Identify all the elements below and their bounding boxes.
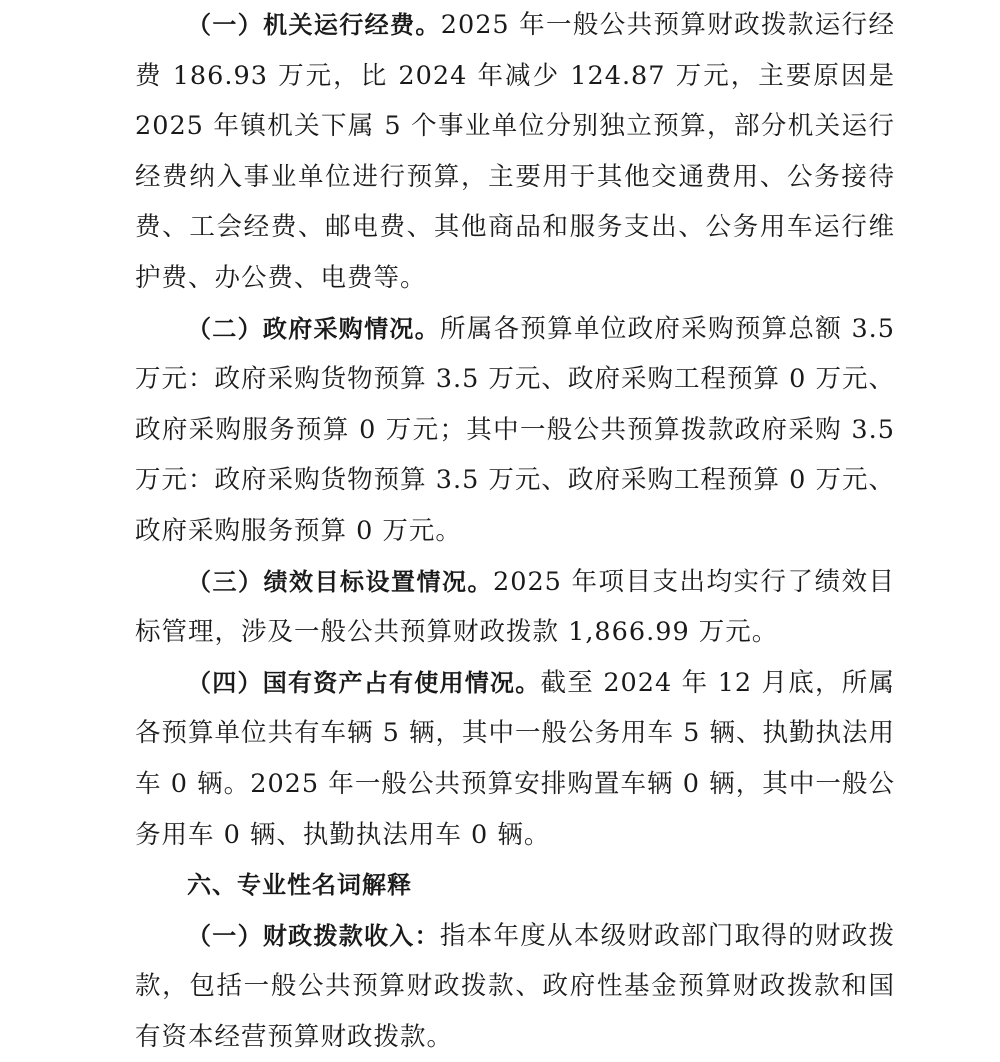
paragraph-body: 所属各预算单位政府采购预算总额 3.5 万元：政府采购货物预算 3.5 万元、政府采购工程预算 0 万元、政府采购服务预算 0 万元；其中一般公共预算拨款政府采购 3.5 万元：政府采购货物预算 3.5 万元、政府采购工程预算 0 万元、政府采购服务预算 0 万元。	[135, 313, 895, 546]
paragraph-heading: （二）政府采购情况。	[187, 314, 441, 343]
paragraph-operating-expenses	[135, 0, 895, 304]
paragraph-performance-targets	[135, 557, 895, 658]
paragraph-government-procurement	[135, 304, 895, 557]
definition-body: 指本年度从本级财政部门取得的财政拨款，包括一般公共预算财政拨款、政府性基金预算财政拨款和国有资本经营预算财政拨款。	[135, 920, 895, 1052]
paragraph-body: 2025 年项目支出均实行了绩效目标管理，涉及一般公共预算财政拨款 1,866.99 万元。	[135, 566, 895, 648]
paragraph-heading: （四）国有资产占有使用情况。	[187, 668, 541, 697]
paragraph-body: 2025 年一般公共预算财政拨款运行经费 186.93 万元，比 2024 年减少 124.87 万元，主要原因是 2025 年镇机关下属 5 个事业单位分别独立预算，部分机关运行经费纳入事业单位进行预算，主要用于其他交通费用、公务接待费、工会经费、邮电费、其他商品和服务支出、公务用车运行维护费、办公费、电费等。	[135, 10, 895, 293]
paragraph-state-assets	[135, 658, 895, 860]
definition-heading: （一）财政拨款收入：	[187, 921, 440, 950]
paragraph-heading: （一）机关运行经费。	[187, 11, 441, 39]
paragraph-heading: （三）绩效目标设置情况。	[187, 567, 493, 596]
paragraph-definition-fiscal-appropriation	[135, 911, 895, 1062]
document-page	[135, 0, 895, 1062]
section-title: 六、专业性名词解释	[187, 871, 412, 900]
paragraph-body: 截至 2024 年 12 月底，所属各预算单位共有车辆 5 辆，其中一般公务用车 5 辆、执勤执法用车 0 辆。2025 年一般公共预算安排购置车辆 0 辆，其中一般公务用车 0 辆、执勤执法用车 0 辆。	[135, 667, 895, 850]
